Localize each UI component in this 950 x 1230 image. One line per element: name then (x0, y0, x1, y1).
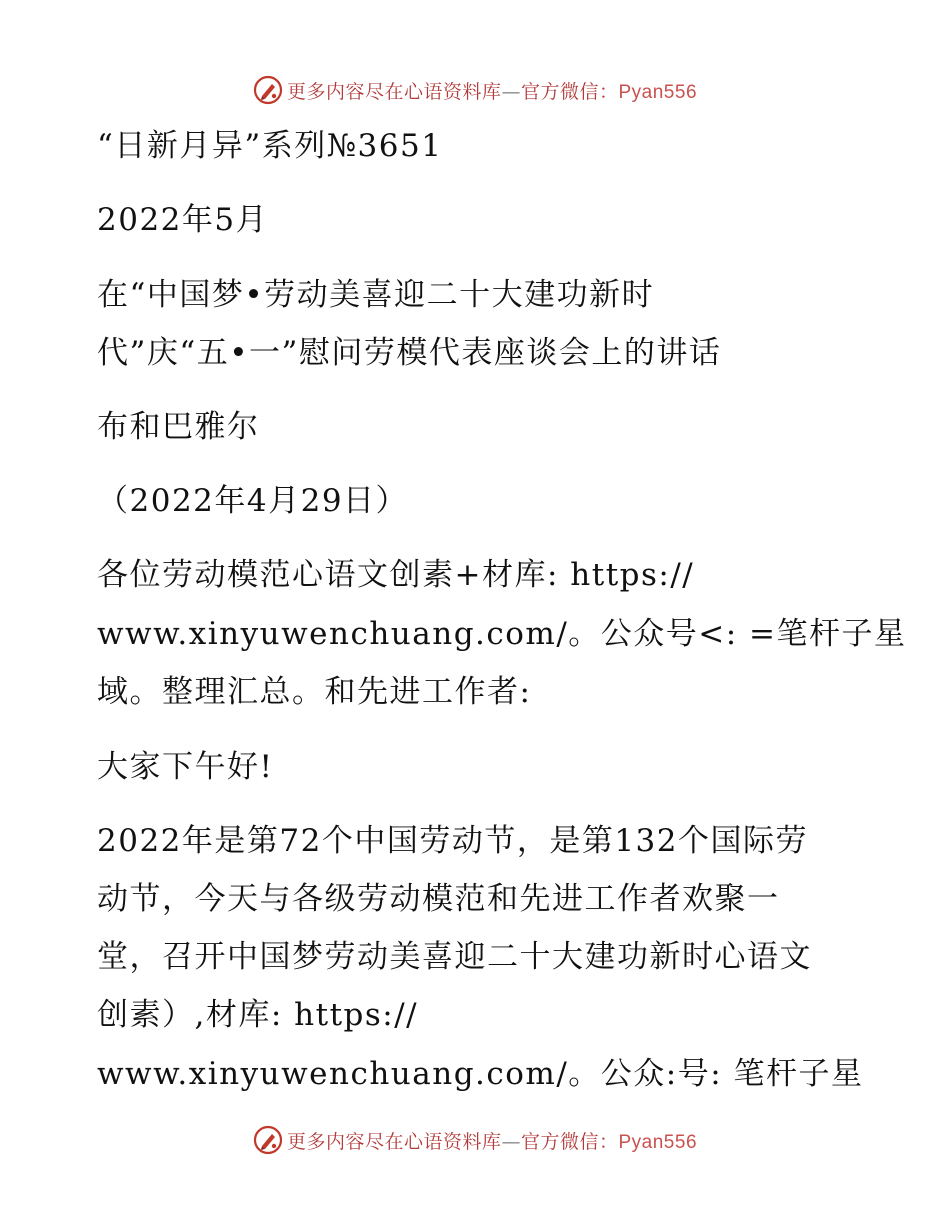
paragraph-line: www.xinyuwenchuang.com/。公众号<: =笔杆子星 (97, 616, 907, 652)
footer-watermark (0, 1120, 950, 1160)
paragraph-line: 堂，召开中国梦劳动美喜迎二十大建功新时心语文 (97, 939, 812, 975)
watermark-separator: — (501, 1130, 521, 1153)
watermark-separator: — (501, 80, 521, 103)
speech-title-line-2: 代”庆“五•一”慰问劳模代表座谈会上的讲话 (97, 335, 722, 371)
watermark-official-label: 官方微信： (520, 1130, 619, 1153)
watermark-official-label: 官方微信： (520, 80, 619, 103)
paragraph-line: 创素）,材库: https:// (97, 997, 419, 1033)
watermark-text (287, 1127, 697, 1154)
paragraph-line: 各位劳动模范心语文创素+材库: https:// (97, 557, 695, 593)
watermark-text (287, 77, 697, 104)
watermark-wechat-id: Pyan556 (618, 81, 698, 103)
speech-title-line-1: 在“中国梦•劳动美喜迎二十大建功新时 (97, 277, 655, 313)
series-title: “日新月异”系列№3651 (97, 128, 443, 164)
date-line: 2022年5月 (97, 202, 269, 238)
header-watermark (0, 70, 950, 110)
paragraph-line: www.xinyuwenchuang.com/。公众:号: 笔杆子星 (97, 1056, 864, 1092)
pen-logo-icon (253, 1125, 283, 1155)
paragraph-line: 域。整理汇总。和先进工作者: (97, 674, 532, 710)
speech-date: （2022年4月29日） (97, 483, 409, 519)
greeting-line: 大家下午好! (97, 749, 274, 785)
paragraph-line: 2022年是第72个中国劳动节，是第132个国际劳 (97, 823, 809, 859)
paragraph-line: 动节，今天与各级劳动模范和先进工作者欢聚一 (97, 881, 780, 917)
watermark-main: 更多内容尽在心语资料库 (286, 80, 502, 103)
watermark-wechat-id: Pyan556 (618, 1131, 698, 1153)
pen-logo-icon (253, 75, 283, 105)
speaker-name: 布和巴雅尔 (97, 409, 260, 445)
watermark-main: 更多内容尽在心语资料库 (286, 1130, 502, 1153)
